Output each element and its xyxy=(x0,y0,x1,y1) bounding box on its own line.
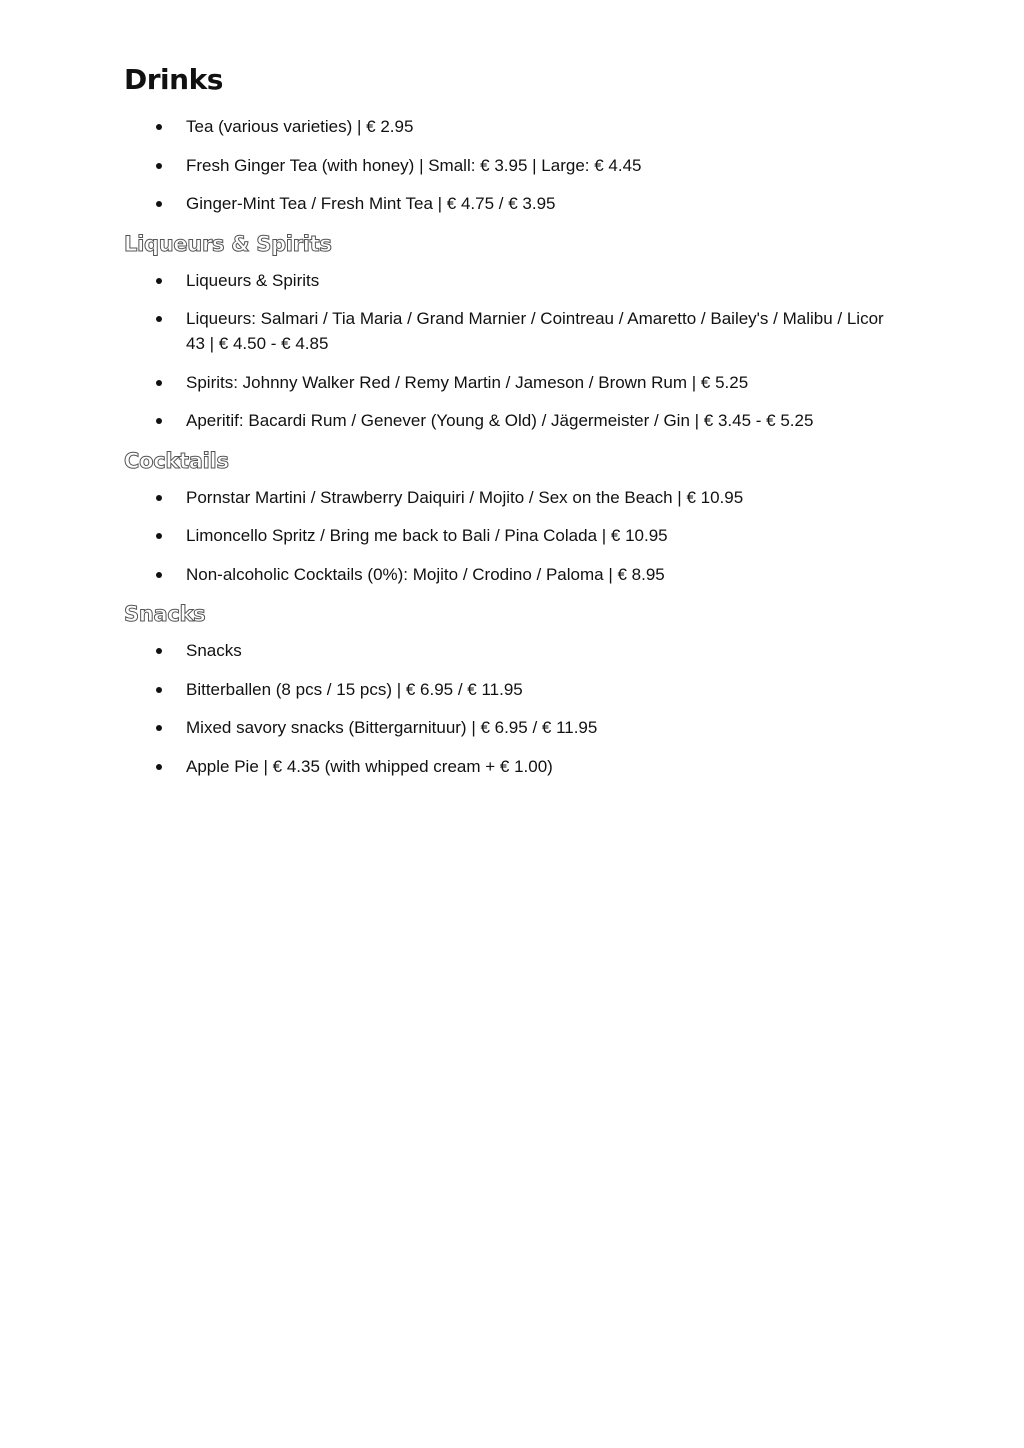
list-item xyxy=(124,638,904,663)
list-item xyxy=(124,408,904,433)
list-item xyxy=(124,153,904,178)
list-item xyxy=(124,715,904,740)
bullet-icon xyxy=(156,533,162,539)
list-item-text: Tea (various varieties) | € 2.95 xyxy=(186,117,414,136)
section-title-liqueurs-spirits: Liqueurs & Spirits xyxy=(124,231,332,256)
list-item-text: Fresh Ginger Tea (with honey) | Small: € 3.95 | Large: € 4.45 xyxy=(186,155,642,175)
list-item xyxy=(124,485,904,510)
cocktails-list xyxy=(124,485,904,587)
list-item-text: Mixed savory snacks (Bittergarnituur) | € 6.95 / € 11.95 xyxy=(186,718,598,737)
list-item-text: Apple Pie | € 4.35 (with whipped cream + € 1.00) xyxy=(186,756,553,776)
list-item xyxy=(124,523,904,548)
section-title-drinks: Drinks xyxy=(124,63,223,96)
bullet-icon xyxy=(156,124,162,130)
bullet-icon xyxy=(156,163,162,169)
list-item-text: Aperitif: Bacardi Rum / Genever (Young & Old) / Jägermeister / Gin | € 3.45 - € 5.25 xyxy=(186,411,814,430)
bullet-icon xyxy=(156,201,162,207)
bullet-icon xyxy=(156,495,162,501)
list-item xyxy=(124,370,904,395)
bullet-icon xyxy=(156,418,162,424)
bullet-icon xyxy=(156,572,162,578)
list-item xyxy=(124,191,904,216)
bullet-icon xyxy=(156,648,162,654)
snacks-list xyxy=(124,638,904,779)
bullet-icon xyxy=(156,380,162,386)
list-item-text: Liqueurs: Salmari / Tia Maria / Grand Marnier / Cointreau / Amaretto / Bailey's / Malibu / Licor 43 | € 4.50 - € 4.85 xyxy=(186,309,884,353)
list-item-text: Ginger-Mint Tea / Fresh Mint Tea | € 4.75 / € 3.95 xyxy=(186,194,556,213)
list-item-text: Snacks xyxy=(186,641,242,660)
bullet-icon xyxy=(156,278,162,284)
liqueurs-list xyxy=(124,268,904,434)
list-item xyxy=(124,677,904,702)
list-item xyxy=(124,562,904,587)
bullet-icon xyxy=(156,725,162,731)
list-item xyxy=(124,268,904,293)
list-item xyxy=(124,306,904,356)
bullet-icon xyxy=(156,687,162,693)
menu-document xyxy=(124,60,904,792)
section-title-cocktails: Cocktails xyxy=(124,448,229,473)
section-title-snacks: Snacks xyxy=(124,602,206,626)
bullet-icon xyxy=(156,764,162,770)
list-item-text: Pornstar Martini / Strawberry Daiquiri / Mojito / Sex on the Beach | € 10.95 xyxy=(186,487,744,507)
list-item-text: Bitterballen (8 pcs / 15 pcs) | € 6.95 / € 11.95 xyxy=(186,679,523,699)
list-item-text: Limoncello Spritz / Bring me back to Bali / Pina Colada | € 10.95 xyxy=(186,526,668,545)
list-item xyxy=(124,754,904,779)
list-item-text: Spirits: Johnny Walker Red / Remy Martin / Jameson / Brown Rum | € 5.25 xyxy=(186,372,749,392)
list-item xyxy=(124,114,904,139)
list-item-text: Non-alcoholic Cocktails (0%): Mojito / Crodino / Paloma | € 8.95 xyxy=(186,564,665,584)
bullet-icon xyxy=(156,316,162,322)
drinks-list xyxy=(124,114,904,216)
list-item-text: Liqueurs & Spirits xyxy=(186,270,320,290)
